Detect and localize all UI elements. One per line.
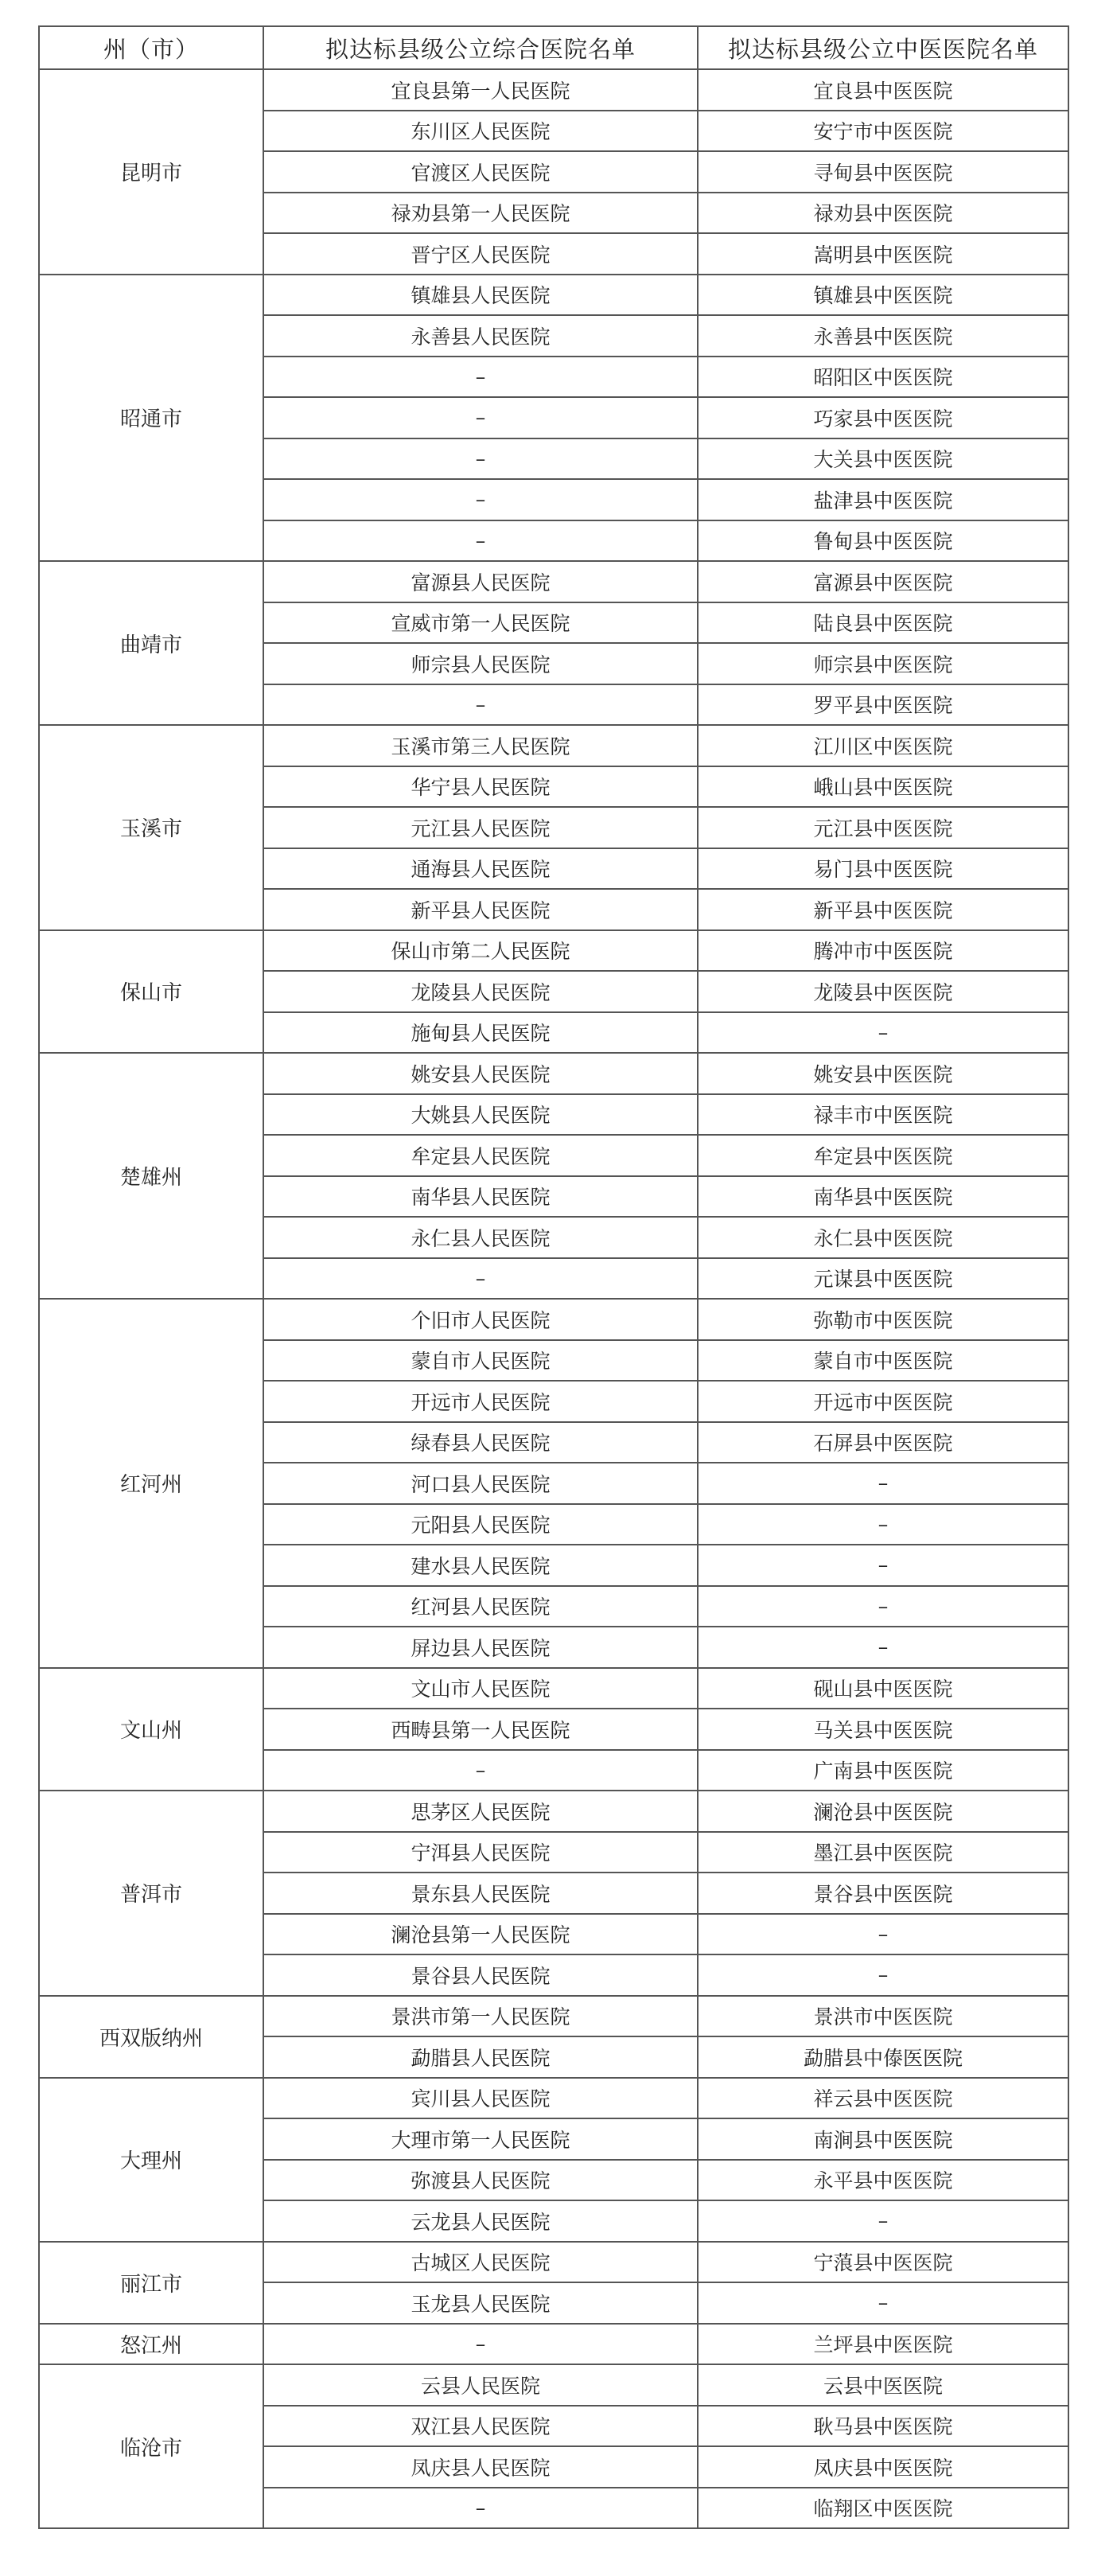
general-hospital-cell: – [263,397,698,438]
general-hospital-cell: – [263,2488,698,2529]
general-hospital-cell: 开远市人民医院 [263,1381,698,1422]
general-hospital-cell: 勐腊县人民医院 [263,2036,698,2078]
region-cell: 昭通市 [39,275,263,562]
tcm-hospital-cell: – [698,2282,1068,2324]
general-hospital-cell: 师宗县人民医院 [263,643,698,684]
general-hospital-cell: 河口县人民医院 [263,1463,698,1504]
general-hospital-cell: 元江县人民医院 [263,807,698,848]
tcm-hospital-cell: 开远市中医医院 [698,1381,1068,1422]
tcm-hospital-cell: 峨山县中医医院 [698,766,1068,808]
general-hospital-cell: 保山市第二人民医院 [263,930,698,972]
tcm-hospital-cell: – [698,2200,1068,2242]
header-region: 州（市） [39,26,263,69]
tcm-hospital-cell: 景谷县中医医院 [698,1873,1068,1914]
tcm-hospital-cell: 景洪市中医医院 [698,1996,1068,2037]
tcm-hospital-cell: 砚山县中医医院 [698,1668,1068,1709]
header-tcm-hospitals: 拟达标县级公立中医医院名单 [698,26,1068,69]
tcm-hospital-cell: 永善县中医医院 [698,315,1068,357]
general-hospital-cell: 宾川县人民医院 [263,2078,698,2119]
general-hospital-cell: – [263,479,698,520]
general-hospital-cell: 大理市第一人民医院 [263,2118,698,2160]
tcm-hospital-cell: 盐津县中医医院 [698,479,1068,520]
general-hospital-cell: 玉溪市第三人民医院 [263,725,698,766]
general-hospital-cell: 龙陵县人民医院 [263,971,698,1012]
general-hospital-cell: 禄劝县第一人民医院 [263,193,698,234]
general-hospital-cell: 思茅区人民医院 [263,1791,698,1832]
general-hospital-cell: – [263,438,698,480]
tcm-hospital-cell: 禄劝县中医医院 [698,193,1068,234]
tcm-hospital-cell: 罗平县中医医院 [698,684,1068,726]
tcm-hospital-cell: – [698,1012,1068,1054]
tcm-hospital-cell: 南华县中医医院 [698,1176,1068,1218]
tcm-hospital-cell: – [698,1504,1068,1545]
table-row [39,69,1068,111]
region-cell: 曲靖市 [39,561,263,725]
region-cell: 昆明市 [39,69,263,275]
header-row [39,26,1068,69]
table-row [39,2078,1068,2119]
tcm-hospital-cell: 宁蒗县中医医院 [698,2242,1068,2283]
tcm-hospital-cell: 宜良县中医医院 [698,69,1068,111]
general-hospital-cell: – [263,684,698,726]
general-hospital-cell: – [263,1750,698,1791]
tcm-hospital-cell: 凤庆县中医医院 [698,2446,1068,2488]
general-hospital-cell: 云龙县人民医院 [263,2200,698,2242]
tcm-hospital-cell: 祥云县中医医院 [698,2078,1068,2119]
general-hospital-cell: 官渡区人民医院 [263,151,698,193]
tcm-hospital-cell: 陆良县中医医院 [698,602,1068,644]
general-hospital-cell: 弥渡县人民医院 [263,2160,698,2201]
general-hospital-cell: 镇雄县人民医院 [263,275,698,316]
general-hospital-cell: 文山市人民医院 [263,1668,698,1709]
general-hospital-cell: 古城区人民医院 [263,2242,698,2283]
tcm-hospital-cell: 牟定县中医医院 [698,1135,1068,1176]
general-hospital-cell: – [263,2324,698,2365]
table-row [39,1791,1068,1832]
tcm-hospital-cell: 临翔区中医医院 [698,2488,1068,2529]
table-row [39,275,1068,316]
general-hospital-cell: 通海县人民医院 [263,848,698,890]
tcm-hospital-cell: 云县中医医院 [698,2364,1068,2406]
tcm-hospital-cell: 广南县中医医院 [698,1750,1068,1791]
region-cell: 保山市 [39,930,263,1054]
tcm-hospital-cell: 江川区中医医院 [698,725,1068,766]
general-hospital-cell: – [263,357,698,398]
general-hospital-cell: 南华县人民医院 [263,1176,698,1218]
region-cell: 怒江州 [39,2324,263,2365]
tcm-hospital-cell: 鲁甸县中医医院 [698,520,1068,562]
tcm-hospital-cell: – [698,1954,1068,1996]
region-cell: 普洱市 [39,1791,263,1996]
tcm-hospital-cell: 龙陵县中医医院 [698,971,1068,1012]
general-hospital-cell: 个旧市人民医院 [263,1299,698,1340]
tcm-hospital-cell: 镇雄县中医医院 [698,275,1068,316]
tcm-hospital-cell: 石屏县中医医院 [698,1422,1068,1463]
general-hospital-cell: 景洪市第一人民医院 [263,1996,698,2037]
tcm-hospital-cell: 新平县中医医院 [698,889,1068,930]
general-hospital-cell: 双江县人民医院 [263,2406,698,2447]
tcm-hospital-cell: – [698,1627,1068,1668]
tcm-hospital-cell: 南涧县中医医院 [698,2118,1068,2160]
general-hospital-cell: 华宁县人民医院 [263,766,698,808]
table-row [39,2364,1068,2406]
tcm-hospital-cell: 马关县中医医院 [698,1709,1068,1750]
region-cell: 文山州 [39,1668,263,1791]
tcm-hospital-cell: 元江县中医医院 [698,807,1068,848]
general-hospital-cell: 富源县人民医院 [263,561,698,602]
general-hospital-cell: 景东县人民医院 [263,1873,698,1914]
table-row [39,1668,1068,1709]
general-hospital-cell: 蒙自市人民医院 [263,1340,698,1382]
tcm-hospital-cell: 安宁市中医医院 [698,111,1068,152]
tcm-hospital-cell: 姚安县中医医院 [698,1053,1068,1094]
tcm-hospital-cell: 澜沧县中医医院 [698,1791,1068,1832]
tcm-hospital-cell: 富源县中医医院 [698,561,1068,602]
table-row [39,1299,1068,1340]
general-hospital-cell: 建水县人民医院 [263,1545,698,1586]
tcm-hospital-cell: 勐腊县中傣医医院 [698,2036,1068,2078]
table-row [39,1996,1068,2037]
general-hospital-cell: 牟定县人民医院 [263,1135,698,1176]
general-hospital-cell: 姚安县人民医院 [263,1053,698,1094]
general-hospital-cell: 澜沧县第一人民医院 [263,1914,698,1955]
tcm-hospital-cell: 巧家县中医医院 [698,397,1068,438]
general-hospital-cell: 景谷县人民医院 [263,1954,698,1996]
general-hospital-cell: 绿春县人民医院 [263,1422,698,1463]
region-cell: 楚雄州 [39,1053,263,1299]
tcm-hospital-cell: 师宗县中医医院 [698,643,1068,684]
tcm-hospital-cell: 永平县中医医院 [698,2160,1068,2201]
region-cell: 红河州 [39,1299,263,1668]
tcm-hospital-cell: 弥勒市中医医院 [698,1299,1068,1340]
table-row [39,930,1068,972]
tcm-hospital-cell: – [698,1463,1068,1504]
table-row [39,725,1068,766]
tcm-hospital-cell: 永仁县中医医院 [698,1217,1068,1258]
tcm-hospital-cell: 易门县中医医院 [698,848,1068,890]
tcm-hospital-cell: – [698,1914,1068,1955]
general-hospital-cell: 晋宁区人民医院 [263,233,698,275]
tcm-hospital-cell: 寻甸县中医医院 [698,151,1068,193]
tcm-hospital-cell: 昭阳区中医医院 [698,357,1068,398]
tcm-hospital-cell: 元谋县中医医院 [698,1258,1068,1300]
general-hospital-cell: 永仁县人民医院 [263,1217,698,1258]
general-hospital-cell: 永善县人民医院 [263,315,698,357]
general-hospital-cell: 宁洱县人民医院 [263,1832,698,1873]
general-hospital-cell: 大姚县人民医院 [263,1094,698,1136]
table-row [39,1053,1068,1094]
tcm-hospital-cell: 蒙自市中医医院 [698,1340,1068,1382]
tcm-hospital-cell: 耿马县中医医院 [698,2406,1068,2447]
general-hospital-cell: 宣威市第一人民医院 [263,602,698,644]
general-hospital-cell: 玉龙县人民医院 [263,2282,698,2324]
region-cell: 西双版纳州 [39,1996,263,2078]
hospital-list-table [38,25,1069,2529]
header-general-hospitals: 拟达标县级公立综合医院名单 [263,26,698,69]
tcm-hospital-cell: 大关县中医医院 [698,438,1068,480]
general-hospital-cell: 宜良县第一人民医院 [263,69,698,111]
general-hospital-cell: 东川区人民医院 [263,111,698,152]
general-hospital-cell: 云县人民医院 [263,2364,698,2406]
general-hospital-cell: 新平县人民医院 [263,889,698,930]
general-hospital-cell: – [263,1258,698,1300]
tcm-hospital-cell: 墨江县中医医院 [698,1832,1068,1873]
general-hospital-cell: – [263,520,698,562]
general-hospital-cell: 凤庆县人民医院 [263,2446,698,2488]
table-row [39,561,1068,602]
tcm-hospital-cell: 腾冲市中医医院 [698,930,1068,972]
general-hospital-cell: 屏边县人民医院 [263,1627,698,1668]
table-row [39,2324,1068,2365]
table-body [39,69,1068,2528]
general-hospital-cell: 元阳县人民医院 [263,1504,698,1545]
tcm-hospital-cell: 兰坪县中医医院 [698,2324,1068,2365]
tcm-hospital-cell: – [698,1545,1068,1586]
general-hospital-cell: 西畴县第一人民医院 [263,1709,698,1750]
region-cell: 丽江市 [39,2242,263,2324]
table-row [39,2242,1068,2283]
region-cell: 玉溪市 [39,725,263,930]
general-hospital-cell: 施甸县人民医院 [263,1012,698,1054]
tcm-hospital-cell: – [698,1586,1068,1627]
region-cell: 大理州 [39,2078,263,2242]
general-hospital-cell: 红河县人民医院 [263,1586,698,1627]
tcm-hospital-cell: 禄丰市中医医院 [698,1094,1068,1136]
region-cell: 临沧市 [39,2364,263,2528]
tcm-hospital-cell: 嵩明县中医医院 [698,233,1068,275]
